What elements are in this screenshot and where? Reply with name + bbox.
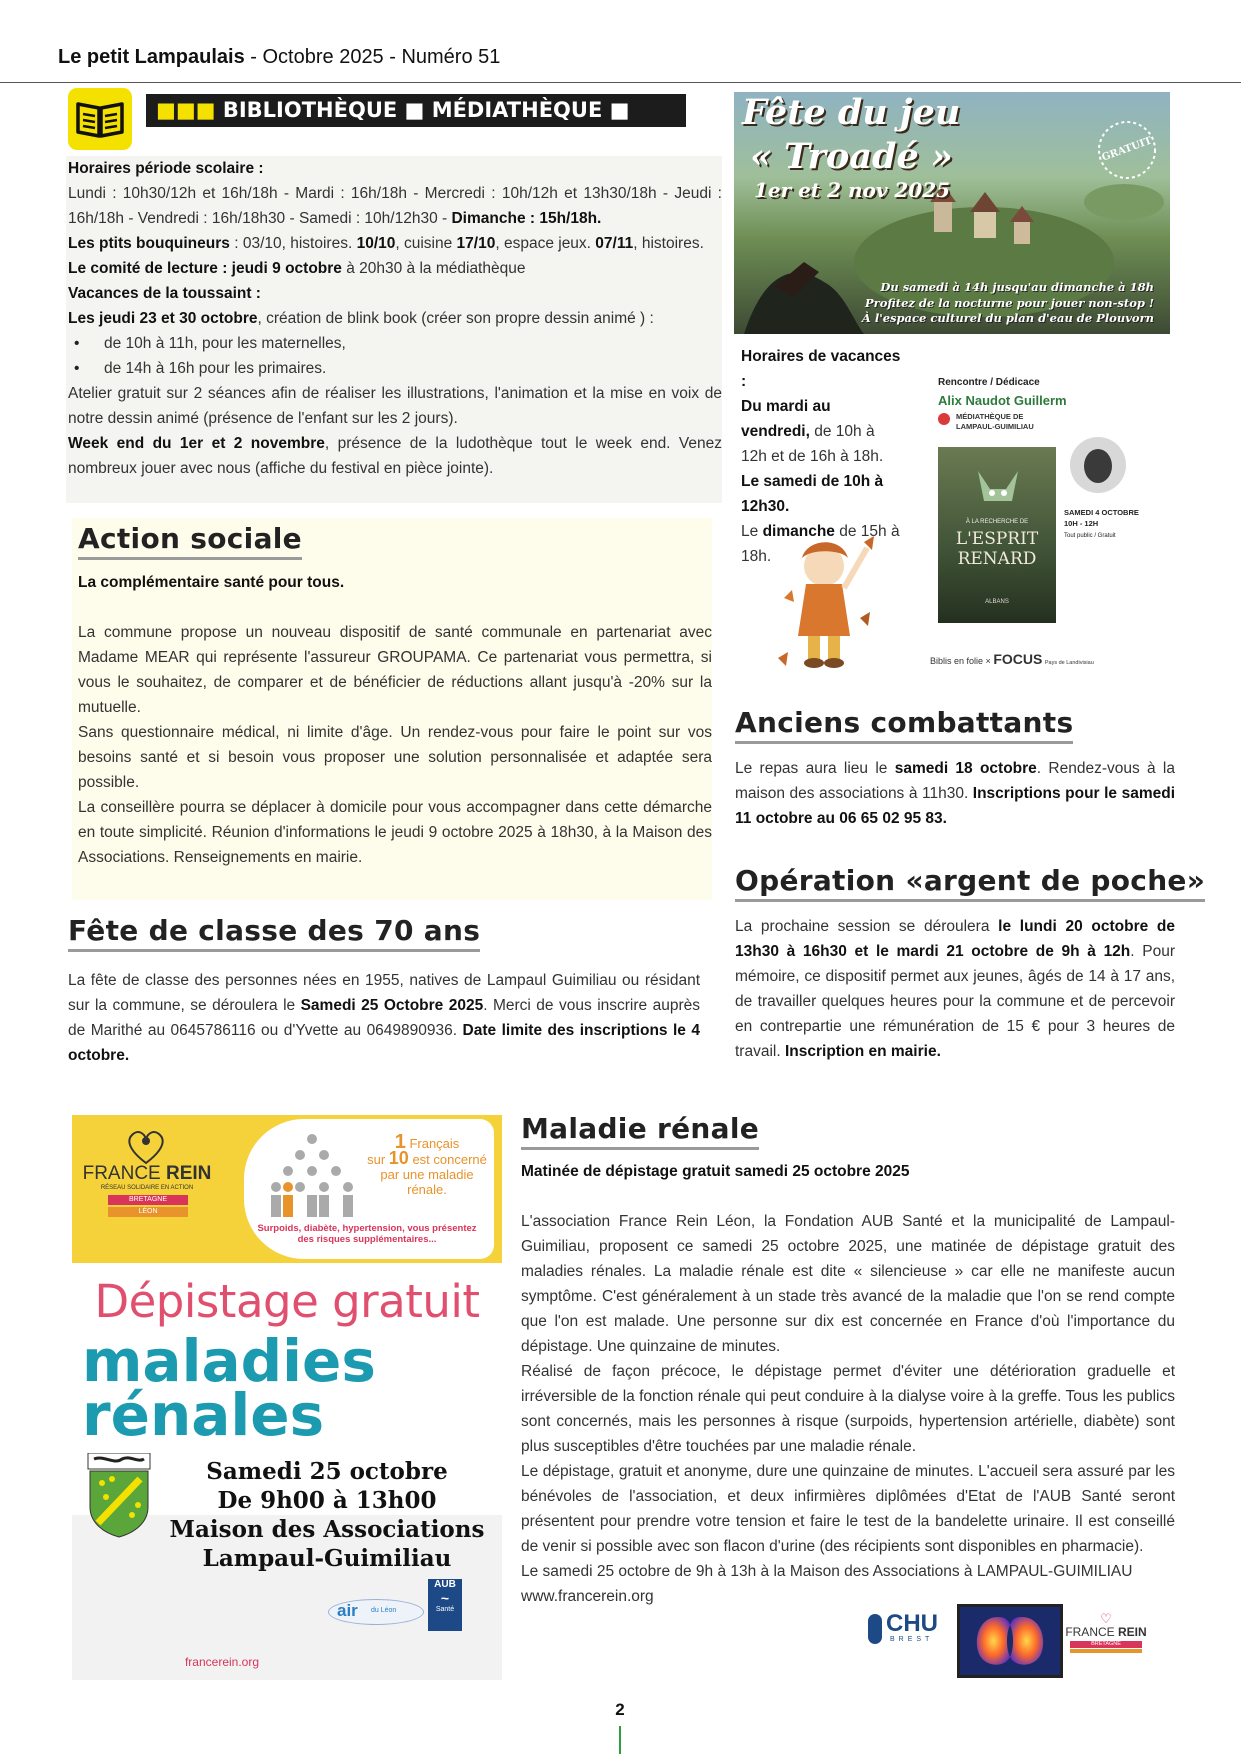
rencontre-when [1064, 507, 1139, 542]
renal-title: Maladie rénale [521, 1112, 759, 1150]
rencontre-kicker: Rencontre / Dédicace [938, 377, 1040, 388]
banner-sep: ■ [397, 98, 432, 122]
workshop-list [68, 331, 722, 381]
book-small: À LA RECHERCHE DE [965, 519, 1029, 525]
poster-org [82, 1163, 212, 1185]
book-publisher: ALBANS [985, 599, 1009, 605]
headline-depistage: Dépistage gratuit [94, 1275, 480, 1328]
location-pin-icon [938, 413, 950, 425]
list-item: • de 14h à 16h pour les primaires. [68, 356, 722, 381]
social-title-wrap [78, 522, 302, 560]
air-logo [328, 1599, 424, 1625]
footer-focus: FOCUS [993, 651, 1043, 667]
headline-maladies: maladies [82, 1327, 376, 1395]
argent-title-wrap [735, 864, 1205, 902]
rencontre-poster [930, 355, 1158, 677]
social-title: Action sociale [78, 522, 302, 560]
renal-title-wrap [521, 1112, 759, 1150]
footer-x: × [985, 656, 991, 666]
renal-p2: Réalisé de façon précoce, le dépistage permet d'éviter une détérioration graduelle et irréversible de la fonction rénale qui peut conduire à la dialyse voire à la greffe. Tous les publics sont concernés, mais les personnes à risque (surpoids, hypertension artérielle, diabète) sont plus susceptibles d'être touchées par une maladie rénale. [521, 1363, 1175, 1455]
argent-c: . Pour mémoire, ce dispositif permet aux jeunes, âgés de 14 à 17 ans, de travailler quelques heures pour la commune et de percevoir en contrepartie une rémunération de 15 € pour 3 heures de travail. [735, 943, 1175, 1060]
renal-text [521, 1159, 1175, 1609]
vacances-rest: , création de blink book (créer son propre dessin animé ) : [257, 310, 654, 327]
weekend-label: Week end du 1er et 2 novembre [68, 435, 325, 452]
poster-org-2: REIN [166, 1163, 212, 1184]
rencontre-time: 10H - 12H [1064, 519, 1099, 528]
social-p2: Sans questionnaire médical, ni limite d'âge. Un rendez-vous pour faire le point sur vos besoins santé et si besoin vous proposer une solution personnalisée et adaptée sera possible. [78, 724, 712, 791]
atelier-text: Atelier gratuit sur 2 séances afin de réaliser les illustrations, l'animation et la mise en voix de notre dessin animé (présence de l'enfant sur les 2 jours). [68, 385, 722, 427]
renal-p4: Le samedi 25 octobre de 9h à 13h à la Maison des Associations à LAMPAUL-GUIMILIAU [521, 1563, 1133, 1580]
vacances-dates: Les jeudi 23 et 30 octobre [68, 310, 258, 327]
bouquineurs-date: 07/11 [595, 235, 634, 252]
vacation-line-b: de 10h à 12h et de 16h à 18h. [741, 423, 884, 465]
comite-label: Le comité de lecture [68, 260, 218, 277]
poster-line-1: Du samedi à 14h jusqu'au dimanche à 18h [880, 280, 1154, 294]
rencontre-footer [930, 651, 1158, 667]
argent-signup: Inscription en mairie. [784, 1043, 941, 1060]
classe-date: Samedi 25 Octobre 2025 [300, 997, 484, 1014]
air-logo-sub: du Léon [371, 1607, 397, 1614]
classe-deadline: Date limite des inscriptions le 4 octobre. [68, 1022, 700, 1064]
stat-4: 10 [388, 1148, 409, 1168]
poster-title-2: « Troadé » [750, 136, 953, 177]
book-cover [938, 447, 1056, 623]
fr-logo-bar [1070, 1649, 1142, 1653]
bouquineurs-text: histoires. [290, 235, 357, 252]
poster-website: francerein.org [184, 1655, 260, 1669]
social-p1: La commune propose un nouveau dispositif de santé communale en partenariat avec Madame MEAR qui représente l'assureur GROUPAMA. Ce partenariat vous permettra, si vous le souhaitez, de comparer et de bénéficier de réductions allant jusqu'à -20% sur la mutuelle. [78, 624, 712, 716]
people-pyramid-icon [262, 1131, 362, 1231]
poster-date-1: Samedi 25 octobre [206, 1458, 448, 1485]
weekend-rest: , présence de la ludothèque tout le week end. Venez nombreux jouer avec nous (affiche du festival en pièce jointe). [68, 435, 722, 477]
rencontre-date: SAMEDI 4 OCTOBRE [1064, 508, 1139, 517]
renal-url: www.francerein.org [521, 1588, 654, 1605]
vacation-title: Horaires de vacances : [741, 348, 901, 390]
rencontre-place [956, 412, 1034, 432]
town-coat-of-arms-icon [86, 1453, 152, 1539]
hours-text: Lundi : 10h30/12h et 16h/18h - Mardi : 16h/18h - Mercredi : 10h/12h et 13h30/18h - Jeudi : 16h/18h - Vendredi : 16h/18h30 - Samedi : 10h/12h30 - [68, 185, 722, 227]
publication-name: Le petit Lampaulais [58, 46, 245, 68]
hours-sunday: Dimanche : 15h/18h. [451, 210, 602, 227]
author-photo [1070, 437, 1126, 493]
renal-subtitle: Matinée de dépistage gratuit samedi 25 octobre 2025 [521, 1163, 910, 1180]
gratuit-badge-text: GRATUIT [1100, 135, 1154, 164]
stat-3: sur [367, 1152, 389, 1167]
poster-dates: 1er et 2 nov 2025 [754, 178, 951, 202]
social-text [78, 570, 712, 870]
poster-title-1: Fête du jeu [742, 92, 961, 133]
veterans-c: . Rendez-vous à la maison des associations à 11h30. [735, 760, 1175, 802]
vacation-line-c: Le samedi de 10h à 12h30. [741, 473, 884, 515]
stat-1: 1 [394, 1131, 406, 1153]
air-logo-text: air [337, 1601, 358, 1620]
book-title [938, 529, 1056, 569]
poster-org-sub: RÉSEAU SOLIDAIRE EN ACTION [100, 1185, 194, 1191]
aub-wave-icon: ~ [440, 1590, 450, 1606]
footer-biblis: Biblis en folie [930, 656, 984, 666]
veterans-title-wrap [735, 706, 1073, 744]
poster-region-1: BRETAGNE [108, 1195, 188, 1205]
banner-sep: ■ [602, 98, 630, 122]
running-header [58, 46, 500, 69]
poster-line-3: À l'espace culturel du plan d'eau de Plouvorn [861, 311, 1154, 325]
classe-title-wrap [68, 914, 480, 952]
vacation-line-d: Le [741, 523, 763, 540]
bouquineurs-text: , cuisine [395, 235, 457, 252]
veterans-title: Anciens combattants [735, 706, 1073, 744]
book-title-line: L'ESPRIT [955, 529, 1039, 549]
comite-date: : jeudi 9 octobre [217, 260, 342, 277]
book-icon [68, 88, 132, 150]
stat-text [362, 1131, 492, 1197]
argent-title: Opération «argent de poche» [735, 864, 1205, 902]
banner-ludotheque: LUDOTHÈQUE [156, 131, 317, 155]
chu-logo-sub: BREST [890, 1636, 934, 1643]
place-line: LAMPAUL-GUIMILIAU [956, 422, 1034, 431]
risk-text: Surpoids, diabète, hypertension, vous présentez des risques supplémentaires... [257, 1223, 477, 1245]
poster-date-4: Lampaul-Guimiliau [202, 1545, 452, 1572]
kidney-icon [960, 1607, 1060, 1675]
poster-line-2: Profitez de la nocturne pour jouer non-stop ! [865, 296, 1154, 310]
kidney-artwork [957, 1604, 1063, 1678]
vacation-line-a: Du mardi au vendredi, [741, 398, 831, 440]
bouquineurs-date: 17/10 [456, 235, 496, 252]
veterans-a: Le repas aura lieu le [735, 760, 895, 777]
veterans-signup: Inscriptions pour le samedi 11 octobre au 06 65 02 95 83. [735, 785, 1175, 827]
argent-a: La prochaine session se déroulera [735, 918, 999, 935]
poster-date-2: De 9h00 à 13h00 [217, 1487, 437, 1514]
france-rein-logo-icon [124, 1127, 168, 1165]
fox-spirit-icon [968, 461, 1028, 521]
footer-pays: Pays de Landivisiau [1044, 660, 1094, 666]
renal-p3: Le dépistage, gratuit et anonyme, dure une quinzaine de minutes. L'accueil sera assuré par les bénévoles de l'association, et deux infirmières diplômées d'Etat de l'AUB Santé seront présentent pour prendre votre tension et faire le test de la bandelette urinaire. Il est conseillé de venir si possible avec son flacon d'urine (des récipients sont disponibles en pharmacie). [521, 1463, 1175, 1555]
stat-5: est concerné par une maladie rénale. [380, 1152, 487, 1197]
bouquineurs-label: Les ptits bouquineurs [68, 235, 230, 252]
heart-icon: ♡ [1100, 1611, 1112, 1626]
header-rule [0, 82, 1241, 83]
bouquineurs-text: , histoires. [633, 235, 704, 252]
book-title-line: RENARD [957, 549, 1037, 569]
france-rein-footer-logo [1060, 1612, 1152, 1662]
page-number-rule [619, 1726, 621, 1754]
issue-info: - Octobre 2025 - Numéro 51 [244, 46, 501, 68]
library-text [68, 156, 722, 481]
bouquineurs-text: , espace jeux. [495, 235, 596, 252]
place-line: MÉDIATHÈQUE DE [956, 412, 1024, 421]
veterans-text [735, 756, 1175, 831]
rencontre-author: Alix Naudot Guillerm [938, 393, 1067, 408]
social-subtitle: La complémentaire santé pour tous. [78, 574, 345, 591]
rencontre-audience: Tout public / Gratuit [1064, 533, 1116, 539]
veterans-date: samedi 18 octobre [894, 760, 1037, 777]
vacances-title: Vacances de la toussaint : [68, 285, 261, 302]
classe-c: . Merci de vous inscrire auprès de Marithé au 0645786116 ou d'Yvette au 0649890936. [68, 997, 700, 1039]
renal-p1: L'association France Rein Léon, la Fondation AUB Santé et la municipalité de Lampaul-Guimiliau, proposent ce samedi 25 octobre 2025, une matinée de dépistage gratuit des maladies rénales. La maladie rénale est dite « silencieuse » car elle ne manifeste aucun symptôme. C'est généralement à un stade très avancé de la maladie que l'on se rend compte que l'on est malade. Une personne sur dix est concernée en France d'où l'importance du dépistage. Une quinzaine de minutes. [521, 1213, 1175, 1355]
classe-title: Fête de classe des 70 ans [68, 914, 480, 952]
france-rein-poster [72, 1115, 502, 1680]
aub-logo [428, 1579, 462, 1631]
poster-date-block [152, 1457, 502, 1573]
hours-title: Horaires période scolaire : [68, 160, 264, 177]
banner-bibliotheque: BIBLIOTHÈQUE [222, 98, 398, 122]
banner-squares: ■■■ [156, 98, 216, 122]
argent-text [735, 914, 1175, 1064]
poster-org-1: FRANCE [82, 1163, 161, 1184]
vacation-line-e: dimanche [762, 523, 835, 540]
chu-brest-logo [868, 1610, 960, 1652]
comite-rest: à 20h30 à la médiathèque [341, 260, 526, 277]
fete-du-jeu-poster [734, 92, 1170, 334]
fr-logo-3: BRETAGNE [1070, 1641, 1142, 1648]
headline-renales: rénales [82, 1381, 325, 1449]
chu-logo-text: CHU [886, 1610, 938, 1637]
classe-a: La fête de classe des personnes nées en 1955, natives de Lampaul Guimiliau ou résidant sur la commune, se déroulera le [68, 972, 700, 1014]
fr-logo-1: FRANCE [1065, 1625, 1115, 1639]
bouquineurs-date: 10/10 [356, 235, 396, 252]
library-banner [146, 94, 686, 155]
fr-logo-2: REIN [1118, 1625, 1147, 1639]
banner-mediatheque: MÉDIATHÈQUE [431, 98, 603, 122]
classe-text [68, 968, 700, 1068]
autumn-girl-illustration [772, 528, 882, 678]
social-p3: La conseillère pourra se déplacer à domicile pour vous accompagner dans cette démarche en toute simplicité. Réunion d'informations le jeudi 9 octobre 2025 à 18h30, à la Maison des Associations. Renseignements en mairie. [78, 799, 712, 866]
stat-2: Français [405, 1136, 460, 1151]
bouquineurs-text: : 03/10, [229, 235, 291, 252]
page-number: 2 [615, 1700, 625, 1719]
aub-logo-sub: Santé [435, 1606, 455, 1613]
argent-dates: le lundi 20 octobre de 13h30 à 16h30 et le mardi 21 octobre de 9h à 12h [735, 918, 1175, 960]
aub-logo-text: AUB [434, 1579, 456, 1590]
list-item: • de 10h à 11h, pour les maternelles, [68, 331, 722, 356]
vacation-line-f: de 15h à 18h. [741, 523, 900, 565]
poster-region-2: LÉON [108, 1207, 188, 1217]
poster-date-3: Maison des Associations [169, 1516, 485, 1543]
